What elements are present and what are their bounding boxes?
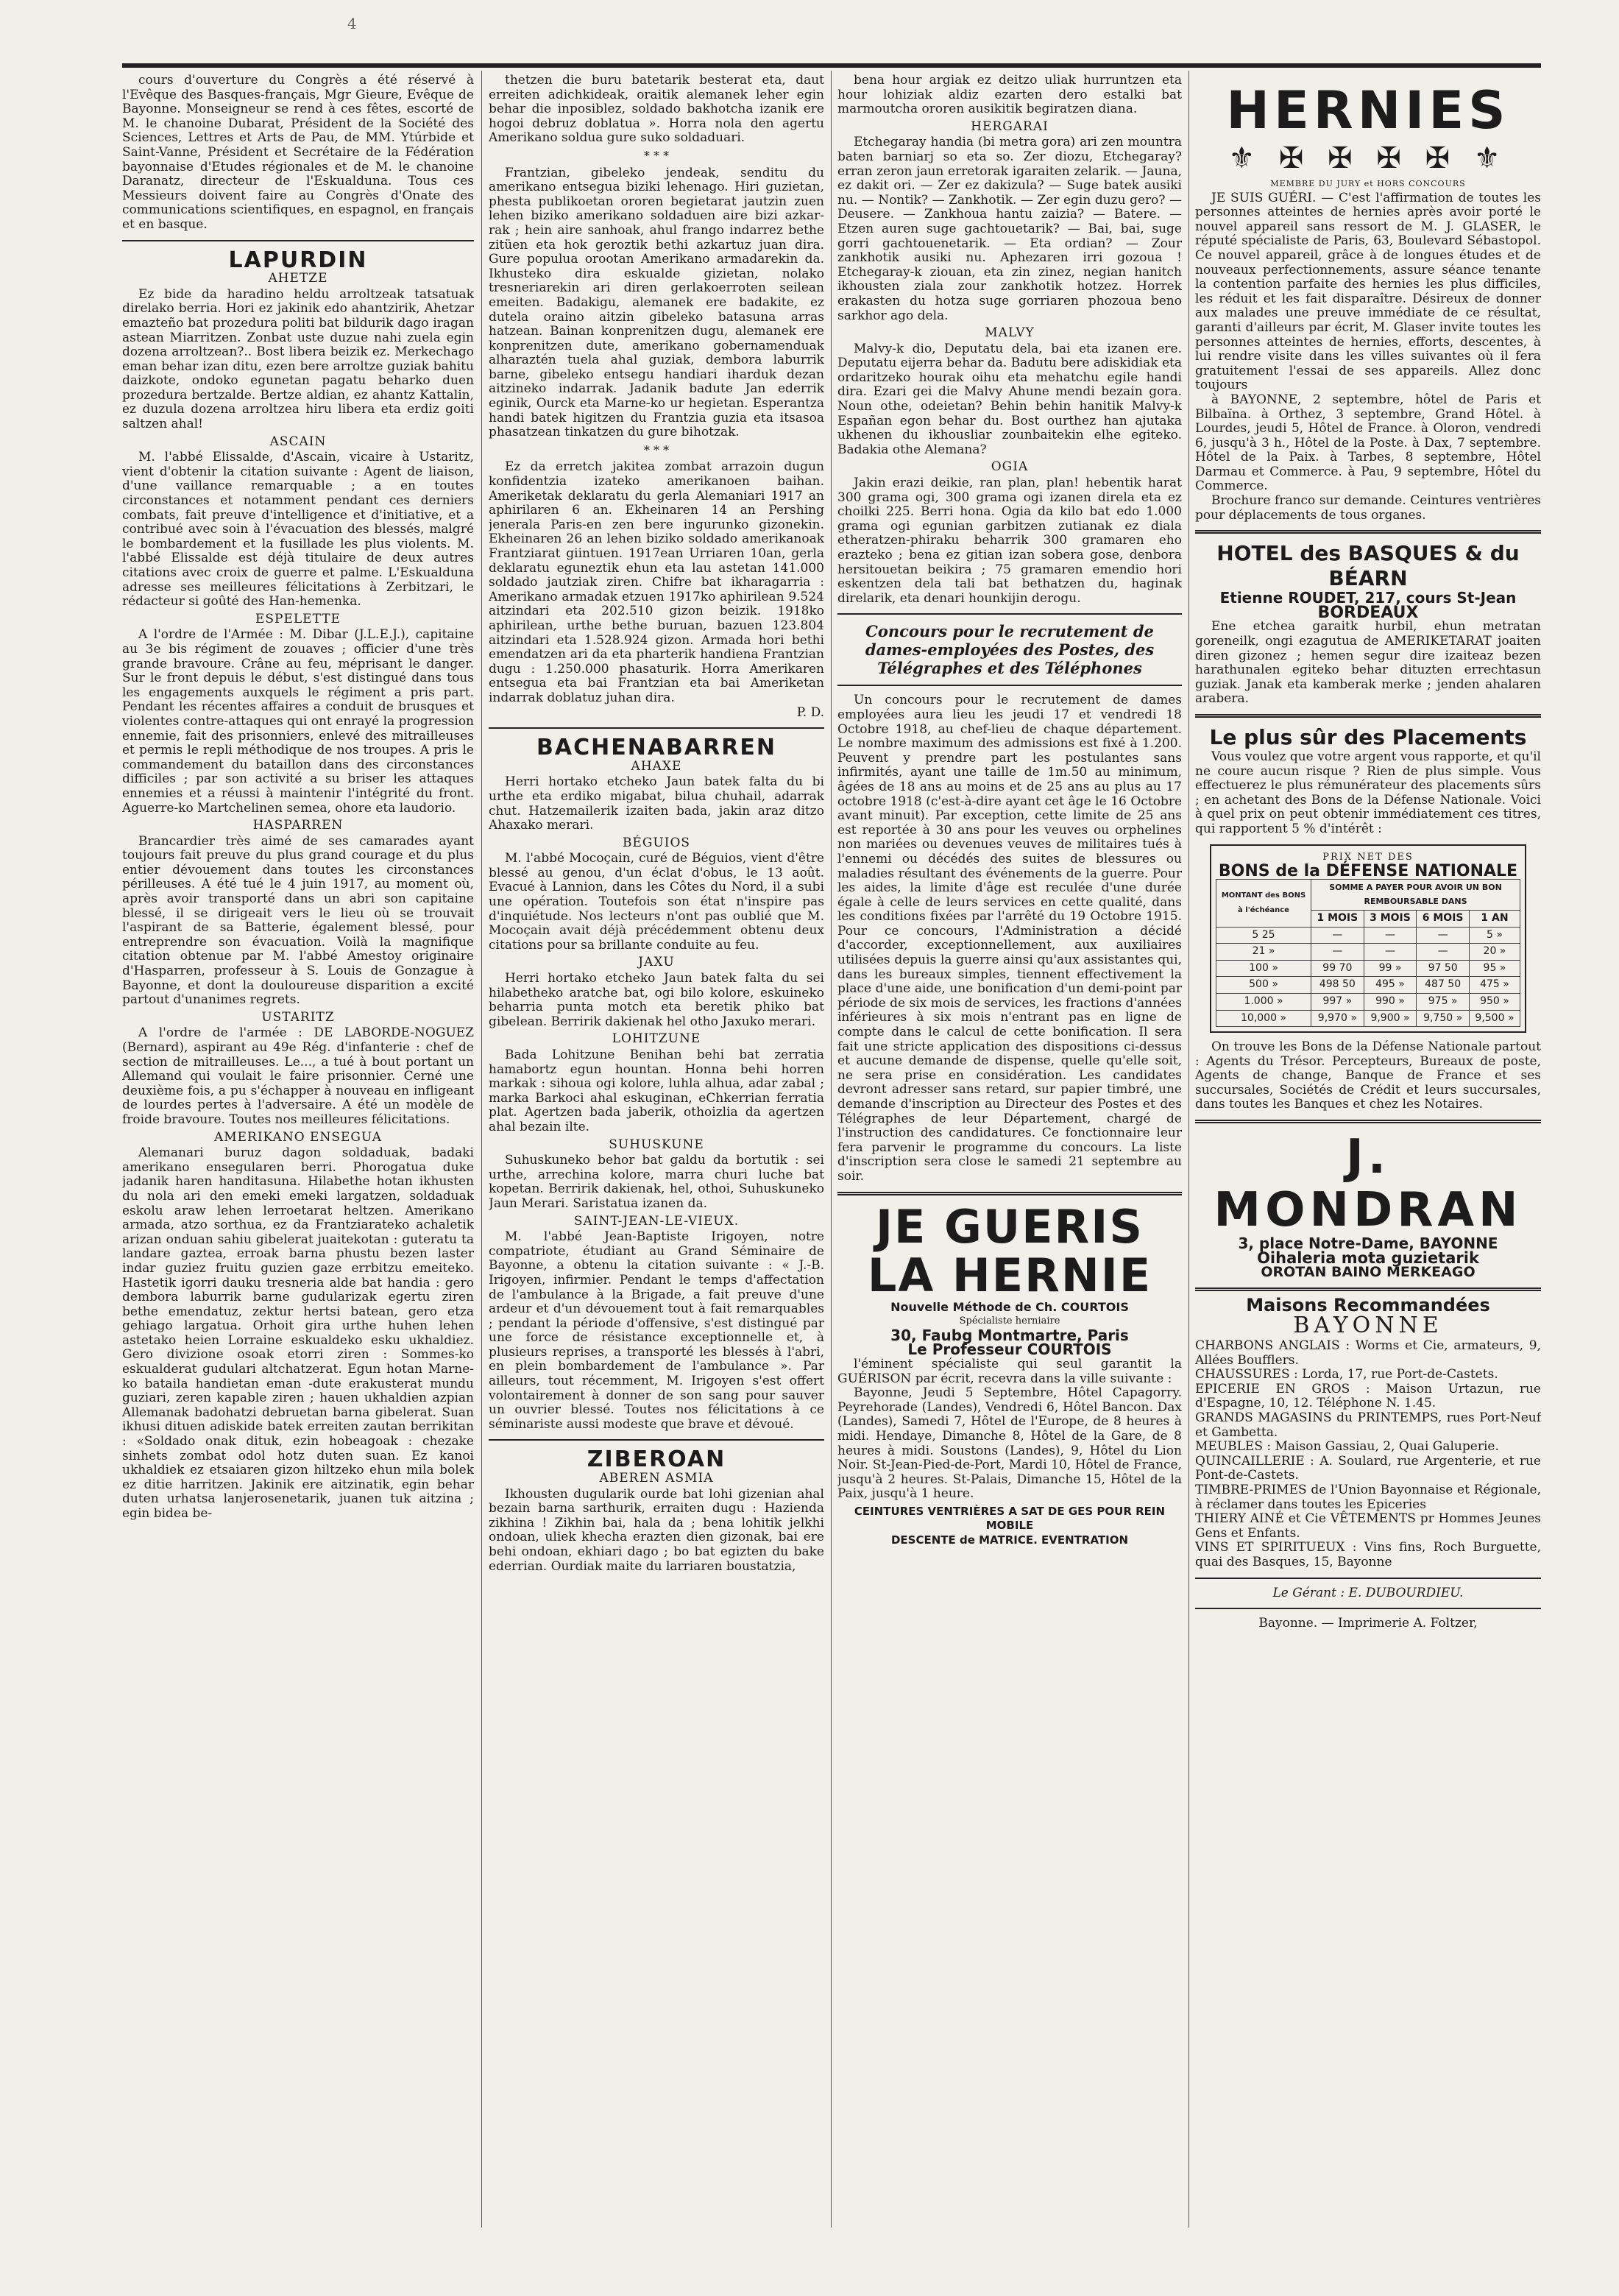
section-title-ziberoan: ZIBEROAN [587,1447,726,1473]
ad-towns: à BAYONNE, 2 septembre, hôtel de Paris et Bilbaïna. à Orthez, 3 septembre, Grand Hôtel. à Lourdes, jeudi 5, Hôtel de France. à Oloron, vendredi 6, jusqu'à 3 h., Hôtel de la Poste. à Dax, 7 septembre. Hôtel de la Paix. à Tarbes, 8 septembre, Hôtel Darmau et Commerce. à Pau, 9 septembre, Hôtel du Commerce. [1195,392,1541,494]
bonds-prix: PRIX NET DES [1322,851,1414,863]
ad-text: Ene etchea garaitk hurbil, ehun metratan goreneilk, ongi ezagutua de AMERIKETARAT joaiten diren gizonez ; hemen segur dire izaiteaz bezen harathunalen egiteko behar dituzten errechtasun guziak. Janak eta kamberak merke ; jenden ahalaren arabera. [1195,619,1541,707]
hernies-subtitle: MEMBRE DU JURY et HORS CONCOURS [1270,179,1466,188]
divider [122,240,474,241]
table-cell: — [1417,927,1470,944]
table-cell: 495 » [1364,977,1417,994]
page-number: 4 [347,15,357,32]
article-text: Frantzian, gibeleko jendeak, senditu du amerikano entsegua biziki lehenago. Hiri guzietan, phesta publikoetan ororen begietarat jautzin zuen lehen biziko amerikano soldaduen aire bizi azkar-rak ; hein aire sanhoak, ahul frango indarrez bethe zitüen eta hok geroztik bethi azkartuz juan dira. Gure populua orootan Amerikano armadarekin da. Ikhusteko dira eskualde gizietan, nolako tresneriarekin ari diren gerlakoerroten seilean emeiten. Badakigu, alemanek ere badakite, ez dutela oraino aitzin gibeleko batasuna arras hatzean. Bainan konprenitzen dugu, alemanek ere konprenitzen dute, amerikano gobernamenduak alharaztén tuela ahal guziak, dembora laburrik barne, gibeleko entsegu handiari iharduk dezan aitzineko indarrak. Jadanik badute Jan ederrik eginik, Ourck eta Marne-ko ur hegietan. Esperantza handi batek higitzen du Frantzia guzia eta itsasoa phasatzean tinkatzen du gure bihotzak. [489,165,824,440]
divider [1195,1287,1541,1291]
table-cell: 21 » [1216,944,1311,961]
table-cell: 9,900 » [1364,1010,1417,1027]
table-cell: 997 » [1311,993,1364,1010]
gueris-footer: CEINTURES VENTRIÈRES A SAT DE GES POUR REIN MOBILE [854,1504,1166,1533]
heading-jaxu: JAXU [638,955,675,970]
table-cell: 10,000 » [1216,1010,1311,1027]
divider [837,613,1182,615]
heading-ahetze: AHETZE [268,271,328,286]
article-text: A l'ordre de l'armée : DE LABORDE-NOGUEZ (Bernard), aspirant au 49e Rég. d'infanterie : chef de section de mitrailleuses. Le..., a tué à bout portant un Allemand qui voulait le faire prisonnier. Cerné une deuxième fois, a pu s'échapper à nouveau en infligeant de lourdes pertes à l'adversaire. A été un modèle de froide bravoure. Toutes nos meilleures félicitations. [122,1025,474,1127]
article-text: Ez da erretch jakitea zombat arrazoin dugun konfidentzia izateko amerikanoen baihan. Ameriketak deklaratu du gerla Alemaniari 1917 an aphirilaren 6 an. Ekheinaren 14 an Pershing jeneralа Paris-en zen bere ingurunko gizonekin. Ekheinaren 26 an lehen biziko soldado amerikanoak Frantziarat giintuen. 1917ean Urriaren 10an, gerla deklaratu eguneztik ehun eta lau astetan 141.000 soldado jautziak ziren. Chifre bat ikharagarria : Amerikano armadak etzuen 1917ko aphirilean 9.524 aitzindari eta 202.510 gizon beizik. 1918ko aphirilean, urthe bethe buruan, bazuen 123.804 aitzindari eta 1.528.924 gizon. Armada hori bethi emendatzen ari da eta pharterik handiena Frantzian dugu : 1.250.000 phasaturik. Horra Amerikaren entsegua eta bai Frantzian eta bai Ameriketan indarrak doblatuz juhan dira. [489,459,824,705]
article-text: M. l'abbé Elissalde, d'Ascain, vicaire à Ustaritz, vient d'obtenir la citation suivante : Agent de liaison, d'une vaillance remarquable ; a en toutes circonstances et notamment pendant ces derniers combats, fait preuve d'intelligence et d'initiative, et a contribué avec soin à l'évacuation des blessés, malgré le bombardement et la fusillade les plus violents. M. l'abbé Elissalde est déjà titulaire de deux autres citations avec croix de guerre et palme. L'Eskualduna adresse ses meilleures félicitations à Zerbitzari, le rédacteur si goûté des Han-hemenka. [122,450,474,610]
heading-beguios: BÉGUIOS [622,835,691,850]
table-cell: 950 » [1469,993,1520,1010]
mondran-subtitle: Oihaleria mota guzietarik [1257,1248,1479,1267]
table-cell: 475 » [1469,977,1520,994]
ad-text: JE SUIS GUÉRI. — C'est l'affirmation de toutes les personnes atteintes de hernies après avoir porté le nouvel appareil sans ressort de M. J. GLASER, le réputé spécialiste de Paris, 63, Boulevard Sébastopol. Ce nouvel appareil, grâce à de longues études et de nouveaux perfectionnements, assure séance tenante la contention parfaite des hernies les plus difficiles, les réduit et les fait disparaître. Désireux de donner aux malades une preuve immédiate de ce résultat, garanti d'ailleurs par écrit, M. Glaser invite toutes les personnes atteintes de hernies, efforts, descentes, à lui rendre visite dans les villes suivantes où il fera gratuitement l'essai de ses appareils. Allez donc toujours [1195,190,1541,393]
heading-ogia: OGIA [991,459,1029,475]
mondran-address: 3, place Notre-Dame, BAYONNE [1238,1234,1498,1253]
maisons-list [1195,1339,1541,1570]
bonds-somme-header: SOMME A PAYER POUR AVOIR UN BON REMBOURSABLE DANS [1311,879,1520,910]
mondran-subtitle: OROTAN BAINO MERKEAGO [1261,1264,1475,1281]
gueris-professor: Le Professeur COURTOIS [907,1340,1112,1359]
table-row [1216,960,1520,977]
table-cell: 100 » [1216,960,1311,977]
gueris-method: Nouvelle Méthode de Ch. COURTOIS [890,1299,1129,1314]
heading-aberen-asmia: ABEREN ASMIA [599,1471,714,1486]
imprimerie: Bayonne. — Imprimerie A. Foltzer, [1258,1616,1478,1631]
gueris-address: 30, Faubg Montmartre, Paris [890,1326,1129,1344]
ad-text: l'éminent spécialiste qui seul garantit la GUÉRISON par écrit, recevra dans la ville suivante : [837,1356,1182,1386]
table-cell: 9,970 » [1311,1010,1364,1027]
article-text: Un concours pour le recrutement de dames employées aura lieu les jeudi 17 et vendredi 18 Octobre 1918, au chef-lieu de chaque département. Le nombre maximum des admissions est fixé à 1.200. Peuvent y prendre part les postulantes sans infirmités, ayant une taille de 1m.50 au minimum, âgées de 18 ans au moins et de 25 ans au plus au 17 octobre 1918 (c'est-à-dire ayant cet âge le 16 Octobre avant minuit). Par exception, cette limite de 25 ans est reportée à 30 ans pour les veuves ou orphelines non mariées ou devenues veuves de militaires tués à l'ennemi ou décédés des suites de blessures ou maladies résultant des événements de la guerre. Pour les aides, la limite d'âge est reculée d'une durée égale à celle de leurs services en cette qualité, dans les conditions fixées par l'arrêté du 19 Octobre 1915. Pour ce concours, l'Administration a décidé d'accorder, exceptionnellement, aux auxiliaires utilisées depuis la guerre ainsi qu'aux assistantes qui, dans les bureaux simples, tiennent effectivement la place d'une aide, une bonification d'un demi-point par période de six mois de services, les fractions d'années inférieures à six mois n'entrant pas en ligne de compte dans le calcul de cette bonification. Il sera fait une stricte application des dispositions ci-dessus et aucune demande de dispense, quelle qu'elle soit, ne sera prise en considération. Les candidates devront adresser sans retard, sur papier timbré, une demande d'inscription au Directeur des Postes et des Télégraphes de leur Département, chargé de l'instruction des candidatures. Ce fonctionnaire leur fera parvenir le programme du concours. La liste d'inscription sera close le samedi 21 septembre au soir. [837,693,1182,1184]
table-cell: 20 » [1469,944,1520,961]
column-separator [831,71,832,2228]
bonds-table-box [1210,844,1526,1034]
divider [1195,1578,1541,1579]
heading-espelette: ESPELETTE [255,611,341,626]
table-row [1216,944,1520,961]
article-text: cours d'ouverture du Congrès a été réservé à l'Evêque des Basques-français, Mgr Gieure, Evêque de Bayonne. Monseigneur se rend à ces fêtes, escorté de M. le chanoine Dubarat, Président de la Société des Sciences, Lettres et Arts de Pau, de MM. Ytúrbide et Saint-Vanne, Président et Secrétaire de la Fédération bayonnaise d'Etudes régionales et de M. le chanoine Daranatz, directeur de l'Eskualduna. Tous ces Messieurs doivent faire au Congrès d'Onate des communications scientifiques, en espagnol, en français et en basque. [122,74,474,232]
table-cell: 1.000 » [1216,993,1311,1010]
divider [489,727,824,729]
article-text: Suhuskuneko behor bat galdu da bortutik : sei urthe, arrechina kolore, marra churi luche bat kopetan. Berririk dakienak, hel, othoi, Suhuskuneko Jaun Merari. Saristatua izanen da. [489,1153,824,1211]
table-cell: 498 50 [1311,977,1364,994]
table-cell: — [1364,927,1417,944]
article-text: bena hour argiak ez deitzo uliak hurruntzen eta hour lohiziak aldiz ezarten dero estalki bat marmoutcha ororen ausikitik begiratzen diana. [837,74,1182,117]
article-text: M. l'abbé Mocoçain, curé de Béguios, vient d'être blessé au genou, d'un éclat d'obus, le 13 août. Evacué à Lannion, dans les Côtes du Nord, il a subi une opération. Toutefois son état n'inspire pas d'inquiétude. Nos lecteurs n'ont pas oublié que M. Mocoçain avait déjà précédemment obtenu deux citations pour sa brillante conduite au feu. [489,851,824,953]
table-cell: — [1364,944,1417,961]
bonds-period-header: 3 MOIS [1364,910,1417,927]
top-rule [122,63,1541,68]
placements-title: Le plus sûr des Placements [1209,725,1527,749]
bonds-table [1216,879,1520,1027]
heading-ustaritz: USTARITZ [261,1009,335,1025]
heading-ascain: ASCAIN [269,434,327,449]
table-cell: 9,500 » [1469,1010,1520,1027]
bayonne-title: BAYONNE [1293,1313,1443,1339]
bonds-title: BONS de la DÉFENSE NATIONALE [1218,862,1518,881]
article-text: Herri hortako etcheko Jaun batek falta du sei hilabetheko aratche bat, ogi bilo kolore, eskuineko beharria punta motch eta beretik phiko bat gibelean. Berririk dakienak hel otho Jaxuko merari. [489,971,824,1029]
divider [837,685,1182,686]
table-cell: — [1311,927,1364,944]
list-item: VINS ET SPIRITUEUX : Vins fins, Roch Burguette, quai des Basques, 15, Bayonne [1195,1540,1541,1569]
heading-hergarai: HERGARAI [971,119,1049,134]
list-item: THIERY AINÉ et Cie VÊTEMENTS pr Hommes Jeunes Gens et Enfants. [1195,1511,1541,1541]
ad-text: On trouve les Bons de la Défense Nationale partout : Agents du Trésor. Percepteurs, Bureaux de poste, Agents de change, Banque de France et ses succursales, Sociétés de Crédit et leurs succursales, dans toutes les Banques et chez les Notaires. [1195,1039,1541,1112]
gerant: Le Gérant : E. DUBOURDIEU. [1272,1585,1464,1600]
table-cell: 95 » [1469,960,1520,977]
heading-amerikano: AMERIKANO ENSEGUA [213,1129,383,1145]
column-separator [1188,71,1189,2228]
table-cell: — [1417,944,1470,961]
hernies-title: HERNIES [1226,80,1510,141]
signature: P. D. [796,704,824,720]
divider [1195,1120,1541,1123]
table-cell: — [1311,944,1364,961]
article-text: thetzen die buru batetarik besterat eta, daut erreiten adichkideak, oraitik alemanek leher egin behar die inposiblez, soldado bakhotcha izanik ere hogoi debruz doblatua ». Horra nola den agertu Amerikano soldua gure suko soldaduari. [489,74,824,146]
divider [1195,1608,1541,1609]
bonds-period-header: 6 MOIS [1417,910,1470,927]
hotel-title: HOTEL des BASQUES & du BÉARN [1216,541,1520,591]
medals-icon: ⚜ ✠ ✠ ✠ ✠ ⚜ [1228,141,1508,175]
article-text: M. l'abbé Jean-Baptiste Irigoyen, notre compatriote, étudiant au Grand Séminaire de Bayonne, a obtenu la citation suivante : « J.-B. Irigoyen, infirmier. Pendant le temps d'affectation de l'ambulance à la Brigade, a fait preuve d'une ardeur et d'un dévouement tout à fait remarquables ; pendant la période d'offensive, s'est distingué par une force de résistance exceptionnelle et, à plusieurs reprises, a transporté les blessés à l'abri, en plein bombardement de l'ambulance ». Par ailleurs, tout récemment, M. Irigoyen s'est offert volontairement à donner de son sang pour sauver un ouvrier blessé. Toutes nos félicitations à ce séminariste aussi modeste que brave et dévoué. [489,1229,824,1432]
table-cell: 487 50 [1417,977,1470,994]
bonds-period-header: 1 MOIS [1311,910,1364,927]
table-cell: 500 » [1216,977,1311,994]
article-text: Bada Lohitzune Benihan behi bat zerratia hamabortz egun hountan. Honna behi horren markak : sihoua ogi kolore, luhla alhua, adar zabal ; marka Barkoci ahal eskuginan, eChkerrian ferratia plat. Agertzen bada jaberik, othoizlia da agertzen ahal bezain ilte. [489,1048,824,1134]
list-item: CHARBONS ANGLAIS : Worms et Cie, armateurs, 9, Allées Boufflers. [1195,1338,1541,1368]
column-separator [481,71,482,2228]
divider [1195,530,1541,534]
article-text: Alemanari buruz dagon soldaduak, badaki amerikano ensegularen berri. Phorogatua duke jadanik haren handitasuna. Hilabethe hotan ikhusten du nola ari den emeki emeki largatzen, soldaduak eskolu araw lehen lerroetarat heltzen. Amerikano armada, atzo sorthua, ez da Frantziarateko achaletik arizan onduan sahiu gibelerat juaitekotan : guteratu ta landare gaztea, erroak barna phustu bezen laster indar guziez fruitu guzien gaze errbitzu emeiteko. Hastetik igorri dauku tresneria alde bat handia : gero dembora laburrik barne gudularizak egertu ziren bethe emendatuz, zektur hertsi batean, gero etza gehiago largatua. Orhoit gira urthe huhen lehen astetako heien Lorraine eskualdeko esku ukhaldiez. Gero divizione osoak etorri ziren : Sommes-ko eskualderat gudulari altchatzerat. Egun hotan Marne-ko bataila handietan eman -dute erakusterat mundu guziari, zeren kapable ziren ; hauen ukhaldien azpian Allemanak badohatzi debruetan barna gibelerat. Suan ikhusi dituen adiskide batek erreiten zautan berrikitan : «Soldado onak dituk, ezin hobeagoak : chezake sinhets zombat odol hotz duten suan. Ez kanoi ukhaldiek ez etsaiaren gizon hiltzeko ehun mila bolek ez ditie harritzen. Jakinik ere aitzinatik, egin behar duten urhatsa lanjerosenetarik, juanen tuk aitzina ; egin bidea be- [122,1145,474,1521]
column-1 [122,74,474,2208]
table-cell: 990 » [1364,993,1417,1010]
article-text: Etchegaray handia (bi metra gora) ari zen mountra baten barniarj so eta so. Zer diozu, Etchegaray? erran zeron jaun erretorak igaraiten zelarik. — Jauna, ez dakit ori. — Zer ez dakizula? — Suge batek ausiki nu. — Nontik? — Zankhotik. — Zer egin duzu gero? — Deusere. — Zankhoua hantu zaizia? — Batere. — Etzen auren suge gachtouetarik? — Bai, bai, suge gorri gachtouenetarik. — Eta ordian? — Zour zankhotik ausiki nu. Aphezaren irri gozoua ! Etchegaray-k ziouan, eta zin zinez, negian hanitch ikhousten ziala zour zankhotik hotzez. Horrek erakasten du hotza suge gorriaren phozoua beno sarkhor ago dela. [837,135,1182,323]
divider [837,1192,1182,1195]
asterism: * * * [643,148,670,163]
heading-suhuskune: SUHUSKUNE [609,1137,704,1152]
table-cell: 975 » [1417,993,1470,1010]
heading-ahaxe: AHAXE [631,758,682,774]
ad-text: Brochure franco sur demande. Ceintures ventrières pour déplacements de tous organes. [1195,493,1541,523]
list-item: TIMBRE-PRIMES de l'Union Bayonnaise et Régionale, à réclamer dans toutes les Epiceries [1195,1482,1541,1512]
bonds-col0-header: MONTANT des BONS à l'échéance [1216,879,1311,927]
ad-text: Vous voulez que votre argent vous rapporte, et qu'il ne coure aucun risque ? Rien de plus simple. Vous effectuerez le plus rémunérateur des placements sûrs ; en achetant des Bons de la Défense Nationale. Voici à quel prix on peut obtenir immédiatement ces titres, qui rapportent 5 % d'intérêt : [1195,749,1541,836]
heading-lohitzune: LOHITZUNE [612,1031,701,1047]
table-row [1216,977,1520,994]
mondran-title: J. MONDRAN [1214,1130,1523,1238]
maisons-title: Maisons Recommandées [1246,1294,1490,1315]
gueris-specialist: Spécialiste herniaire [959,1315,1060,1327]
article-text: Ikhousten dugularik ourde bat lohi gizenian ahal bezain barna sarthurik, erraiten dugu : Hazienda zikhina ! Zikhin bai, hala da ; bena lohitik jelkhi ondoan, uliek khecha erazten dien gizonak, bai ere behi ondoan, ekhiari dago ; bo bat egizten du bake ederrian. Ourdiak maite du larriaren boustatzia, [489,1486,824,1574]
asterism: * * * [643,442,670,457]
article-text: Herri hortako etcheko Jaun batek falta du bi urthe eta erdiko migabat, bilua chuhail, adarrak chut. Hatzemailerik izaiten bada, jakin araz ditzo Ahaxako merari. [489,774,824,833]
article-text: Ez bide da haradino heldu arroltzeak tatsatuak direlako berria. Hori ez jakinik edo ahantzirik, Ahetzar emazteño bat prozedura politi bat bildurik dago iragan astean Miarritzen. Zonbat uste duzue nahi zuela egin dozena arroltzean?.. Bost libera beizik ez. Merkechago eman behar izan ditu, ezen bere arroltze guziak bahitu daizkote, ondoko egunetan pagatu beharko duen prozedura bertzalde. Bertze aldian, ez ahantz Kattalin, ez duzula dozena arroltzea hiru libera eta erdiz goiti saltzen ahal! [122,286,474,432]
table-row [1216,1010,1520,1027]
list-item: CHAUSSURES : Lorda, 17, rue Port-de-Castets. [1195,1367,1498,1382]
column-4 [1195,74,1541,2208]
table-cell: 5 25 [1216,927,1311,944]
section-title-bachenabarren: BACHENABARREN [536,735,776,761]
article-text: Jakin erazi deikie, ran plan, plan! hebentik harat 300 grama ogi, 300 grama ogi izanen direla eta ez choilki 225. Berri hona. Ogia da kilo bat edo 1.000 grama ogi egunian garbitzen zutianak ez diala etheratzen-phiraku beharrik 300 gramaren eho erazteko ; bena ez gitian izan sobera gose, denbora hersitouetan beikira ; 75 gramaren emendio hori eskentzen dela tali bat bethatzen du, haginak direlarik, eta denari hounkijin derogu. [837,476,1182,606]
list-item: MEUBLES : Maison Gassiau, 2, Quai Galuperie. [1195,1439,1499,1455]
table-cell: 5 » [1469,927,1520,944]
article-text: Malvy-k dio, Deputatu dela, bai eta izanen ere. Deputatu eijerra behar da. Badutu bere adiskidiak eta ordaritzeko hourak oihu eta mehatchu egile handi dira. Ezari gei die Malvy Ahune mendi bezain gora. Noun othe, odeietan? Behin behin hanitik Malvy-k Españan egon behar du. Bost ourthez han ajutaka ukhenen du ikhousliar zounbaitekin elhe egiteko. Badakia othe Alemana? [837,341,1182,457]
list-item: QUINCAILLERIE : A. Soulard, rue Argenterie, et rue Pont-de-Castets. [1195,1453,1541,1483]
section-title-lapurdin: LAPURDIN [228,247,368,273]
article-text: A l'ordre de l'Armée : M. Dibar (J.L.E.J.), capitaine au 3e bis régiment de zouaves ; officier d'une très grande bravoure. Crâne au feu, méprisant le danger. Sur le front depuis le début, s'est distingué dans tous les engagements auxquels le régiment a pris part. Pendant les récentes affaires a conduit de brusques et violentes contre-attaques qui ont enrayé la progression ennemie, fait des prisonniers, enlevé des mitrailleuses et permis le repli méthodique de nos troupes. A pris le commandement du bataillon dans des circonstances difficiles ; par son activité a su briser les attaques ennemies et a réussi à maintenir l'intégrité du front. Aguerre-ko Martchelinen semea, ohore eta laudorio. [122,627,474,816]
column-3 [837,74,1182,2208]
divider [1195,714,1541,718]
list-item: EPICERIE EN GROS : Maison Urtazun, rue d'Espagne, 10, 12. Téléphone N. 1.45. [1195,1381,1541,1411]
table-cell: 99 » [1364,960,1417,977]
gueris-title-2: LA HERNIE [867,1248,1152,1302]
article-text: Brancardier très aimé de ses camarades ayant toujours fait preuve du plus grand courage et du plus entier dévouement dans toutes les circonstances périlleuses. A été tué le 4 juin 1917, au moment où, après avoir transporté dans un abri son capitaine blessé, il se dirigeait vers le lieu où se trouvait l'aspirant de sa Batterie, également blessé, pour entreprendre son évacuation. Voilà la magnifique citation obtenue par M. l'abbé Amestoy originaire d'Hasparren, professeur à S. Louis de Gonzague à Bayonne, et dont la douloureuse disparition a excité partout d'unanimes regrets. [122,833,474,1008]
gueris-footer: DESCENTE de MATRICE. EVENTRATION [890,1533,1129,1547]
list-item: GRANDS MAGASINS du PRINTEMPS, rues Port-Neuf et Gambetta. [1195,1410,1541,1440]
concours-title: Concours pour le recrutement de dames-employées des Postes, des Télégraphes et des Téléphones [865,622,1155,678]
table-cell: 9,750 » [1417,1010,1470,1027]
ad-towns: Bayonne, Jeudi 5 Septembre, Hôtel Capagorry. Peyrehorade (Landes), Vendredi 6, Hôtel Bancon. Dax (Landes), Samedi 7, Hôtel de l'Europe, de 8 heures à midi. Hendaye, Dimanche 8, Hôtel de la Gare, de 8 heures à midi. Soustons (Landes), 9, Hôtel du Lion Noir. St-Jean-Pied-de-Port, Mardi 10, Hôtel de France, jusqu'à 2 heures. St-Palais, Dimanche 15, Hôtel de la Paix, jusqu'à 1 heure. [837,1385,1182,1502]
heading-saint-jean-le-vieux: SAINT-JEAN-LE-VIEUX. [573,1213,740,1229]
divider [489,1439,824,1441]
table-row [1216,993,1520,1010]
heading-malvy: MALVY [985,325,1035,341]
heading-hasparren: HASPARREN [252,818,344,833]
hotel-owner: Etienne ROUDET, 217, cours St-Jean [1219,589,1517,607]
table-row [1216,927,1520,944]
table-cell: 97 50 [1417,960,1470,977]
bonds-period-header: 1 AN [1469,910,1520,927]
hotel-city: BORDEAUX [1317,603,1419,622]
gueris-title-1: JE GUERIS [875,1199,1144,1254]
table-cell: 99 70 [1311,960,1364,977]
column-2 [489,74,824,2208]
